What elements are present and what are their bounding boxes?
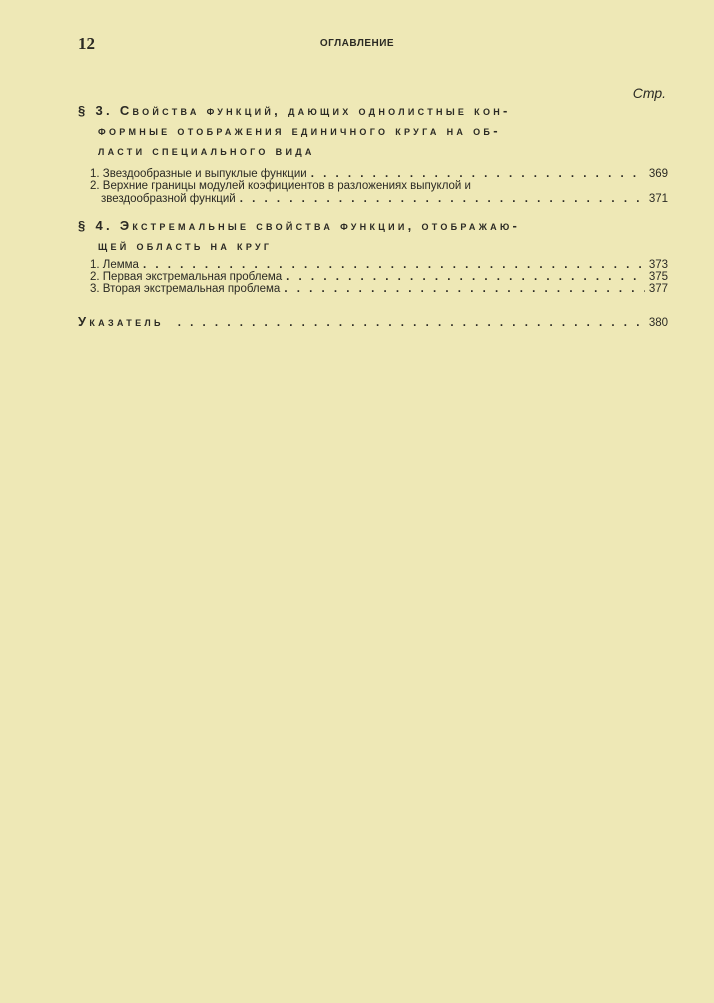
- section-3-heading: [78, 101, 648, 161]
- toc-entry[interactable]: [78, 193, 668, 206]
- toc-entry-label: звездообразной функций: [101, 193, 236, 205]
- dot-leader: [284, 283, 644, 296]
- section-number: § 4.: [78, 218, 113, 233]
- toc-entry-label: 3. Вторая экстремальная проблема: [90, 283, 281, 295]
- toc-entry-page: 375: [648, 271, 668, 283]
- index-page: 380: [648, 317, 668, 329]
- page-column-label: Стр.: [632, 85, 666, 101]
- toc-entry[interactable]: [78, 283, 668, 296]
- section-title-line: формные отображения единичного круга на об-: [98, 123, 501, 138]
- page-number: 12: [78, 34, 95, 53]
- toc-entry-label: 1. Лемма: [90, 259, 139, 271]
- dot-leader: [311, 168, 645, 181]
- toc-entry-label: 1. Звездообразные и выпуклые функции: [90, 168, 307, 180]
- toc-entry-page: 371: [648, 193, 668, 205]
- toc-entry-line: [78, 180, 668, 193]
- section-title-line: Экстремальные свойства функции, отображаю-: [119, 218, 521, 233]
- index-label: Указатель: [78, 314, 164, 329]
- dot-leader: [286, 271, 645, 284]
- section-number: § 3.: [78, 103, 113, 118]
- toc-index-entry[interactable]: [78, 316, 668, 330]
- section-title-line: щей область на круг: [98, 238, 273, 253]
- section-4-heading: [78, 216, 648, 256]
- section-title-line: Свойства функций, дающих однолистные кон-: [119, 103, 511, 118]
- running-title: ОГЛАВЛЕНИЕ: [319, 38, 395, 49]
- toc-entry[interactable]: [78, 168, 668, 181]
- toc-entry-label: 2. Верхние границы модулей коэфициентов в разложениях выпуклой и: [90, 180, 471, 192]
- section-title-line: ласти специального вида: [98, 143, 315, 158]
- toc-entry-page: 369: [648, 168, 668, 180]
- toc-entry[interactable]: [78, 259, 668, 272]
- dot-leader: [240, 193, 645, 206]
- dot-leader: [143, 259, 645, 272]
- toc-entry-label: 2. Первая экстремальная проблема: [90, 271, 283, 283]
- toc-entry-page: 373: [648, 259, 668, 271]
- toc-entry[interactable]: [78, 271, 668, 284]
- dot-leader: [178, 317, 645, 330]
- toc-entry-page: 377: [648, 283, 668, 295]
